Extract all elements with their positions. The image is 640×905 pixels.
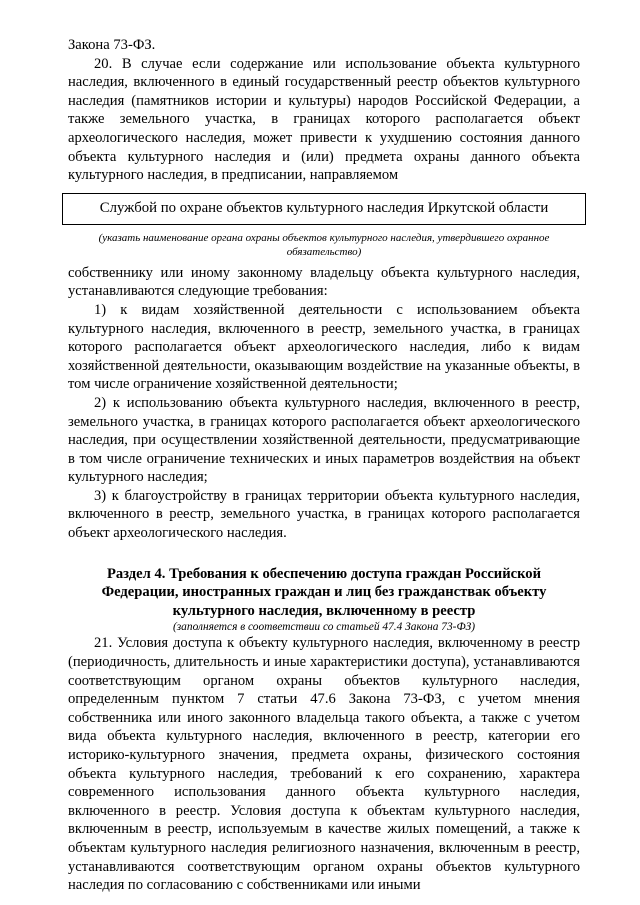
requirement-1: 1) к видам хозяйственной деятельности с использованием объекта культурного наследия, включенного в реестр, земельного участка, в границах которого располагается объект археологического наследия, либо к видам хозяйственной деятельности, оказывающим воздействие на указанные объекты, в том числе ограничение хозяйственной деятельности; — [68, 301, 580, 393]
requirement-3: 3) к благоустройству в границах территории объекта культурного наследия, включенного в реестр, земельного участка, в границах которого располагается объект археологического наследия. — [68, 487, 580, 542]
authority-name: Службой по охране объектов культурного наследия Иркутской области — [99, 200, 549, 217]
requirement-2: 2) к использованию объекта культурного наследия, включенного в реестр, земельного участка, в границах которого располагается объект археологического наследия, при осуществлении хозяйственной деятельности, предусматривающие в том числе ограничение технических и иных параметров воздействия на объект культурного наследия; — [68, 394, 580, 486]
document-page — [68, 36, 580, 895]
paragraph-21: 21. Условия доступа к объекту культурного наследия, включенному в реестр (периодичность, длительность и иные характеристики доступа), устанавливаются соответствующим органом охраны объектов культурного наследия, определенным пунктом 7 статьи 47.6 Закона 73-ФЗ, с учетом мнения собственника или иного законного владельца такого объекта, а также с учетом вида объекта культурного наследия, включенного в реестр, категории его историко-культурного значения, предмета охраны, физического состояния объекта культурного наследия, требований к его сохранению, характера современного использования данного объекта культурного наследия, включенного в реестр. Условия доступа к объектам культурного наследия, включенным в реестр, используемым в качестве жилых помещений, а также к объектам культурного наследия религиозного назначения, включенным в реестр, устанавливаются соответствующим органом охраны объектов культурного наследия по согласованию с собственниками или иными — [68, 635, 580, 894]
authority-box — [62, 193, 586, 225]
section-4-title: Раздел 4. Требования к обеспечению доступа граждан Российской Федерации, иностранных граждан и лиц без гражданствак объекту культурного наследия, включенному в реестр — [101, 565, 547, 619]
section-4-hint: (заполняется в соответствии со статьей 47.4 Закона 73-ФЗ) — [172, 621, 476, 634]
paragraph-20-continuation: собственнику или иному законному владельцу объекта культурного наследия, устанавливаются следующие требования: — [68, 264, 580, 300]
paragraph-20: 20. В случае если содержание или использование объекта культурного наследия, включенного в единый государственный реестр объектов культурного наследия (памятников истории и культуры) народов Российской Федерации, а также земельного участка, в границах которого располагается объект археологического наследия, может привести к ухудшению состояния данного объекта культурного наследия и (или) предмета охраны данного объекта культурного наследия, в предписании, направляемом — [68, 55, 580, 184]
top-fragment: Закона 73-ФЗ. — [68, 37, 156, 53]
authority-hint: (указать наименование органа охраны объектов культурного наследия, утвердившего охранное обязательство) — [98, 231, 550, 259]
